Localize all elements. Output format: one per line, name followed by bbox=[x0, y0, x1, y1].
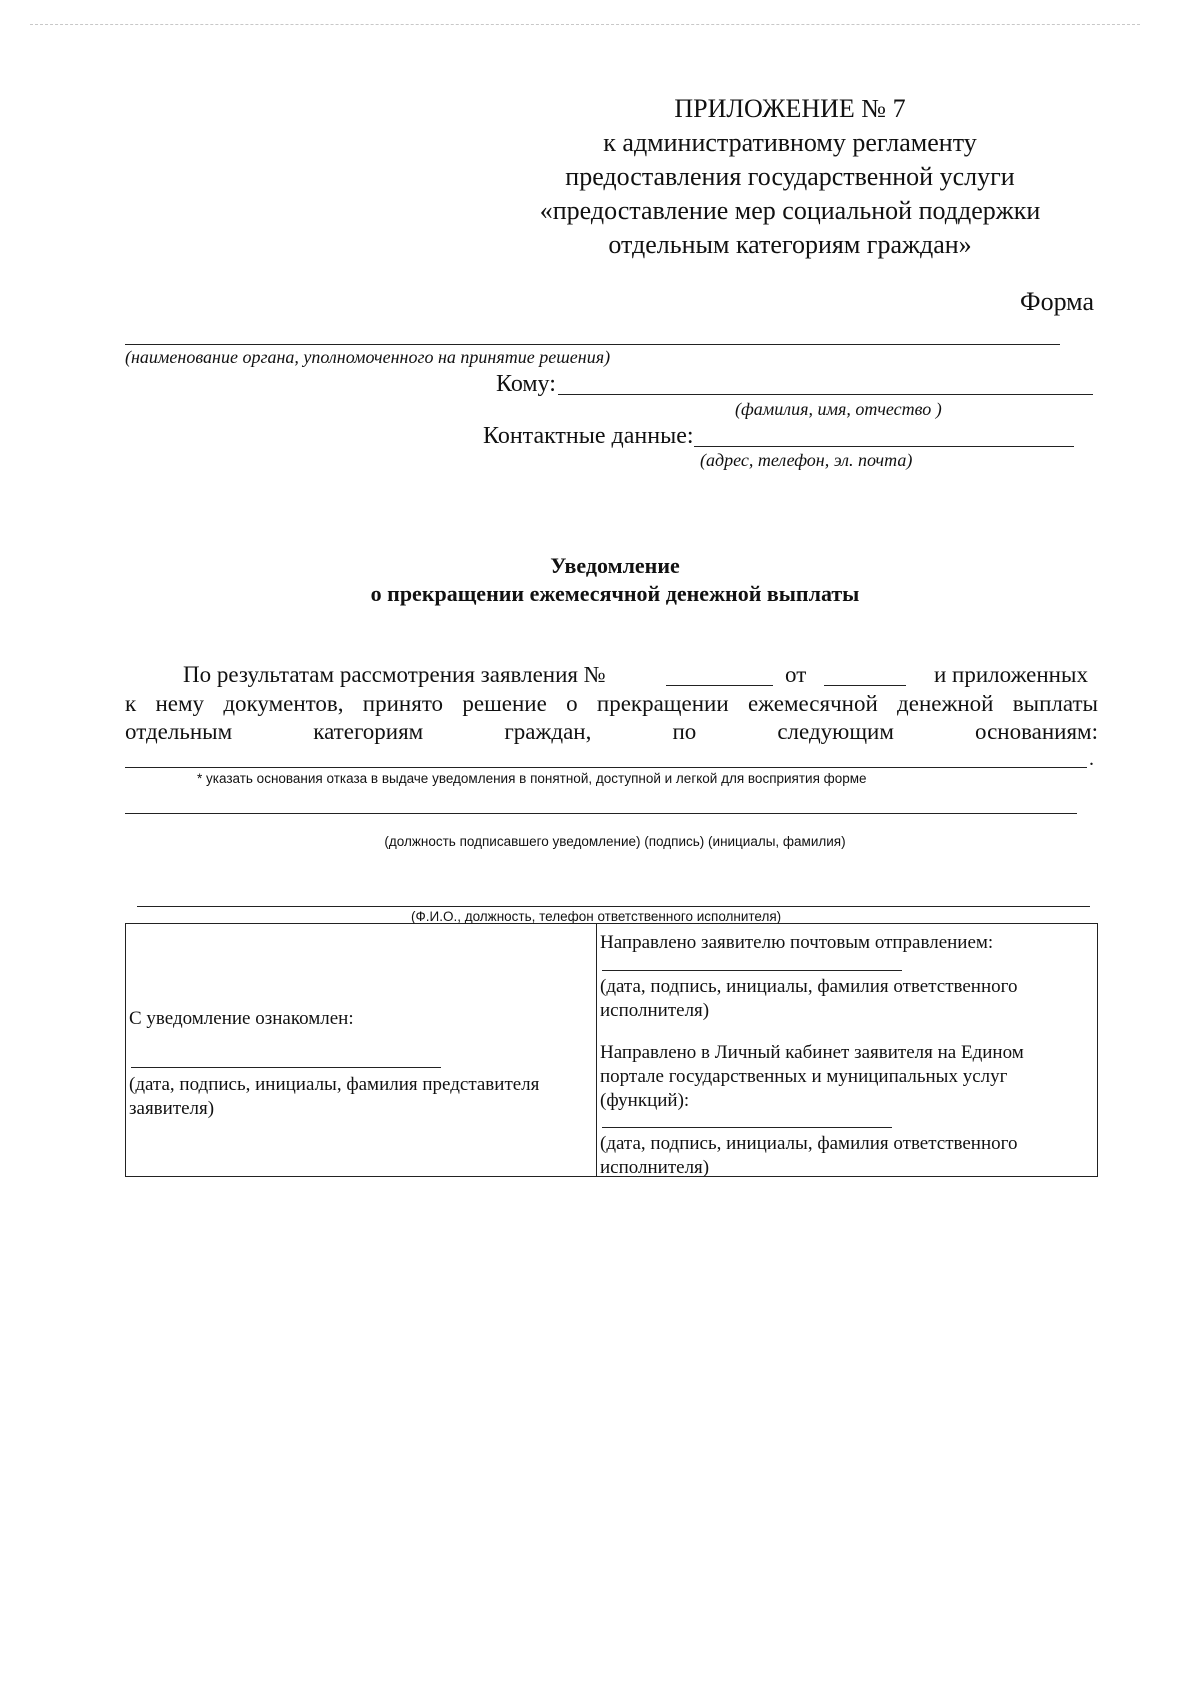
mail-signature-line[interactable] bbox=[602, 970, 902, 971]
para-intro: По результатам рассмотрения заявления № bbox=[183, 662, 606, 687]
executor-line[interactable] bbox=[137, 906, 1090, 907]
form-label: Форма bbox=[1020, 287, 1094, 316]
para-from: от bbox=[785, 662, 807, 687]
notice-subtitle: о прекращении ежемесячной денежной выплаты bbox=[370, 581, 860, 606]
application-number-line[interactable] bbox=[666, 685, 773, 686]
para-line-3: отдельным категориям граждан, по следующим основаниям: bbox=[125, 719, 1098, 744]
para-line-2: к нему документов, принято решение о прекращении ежемесячной денежной выплаты bbox=[125, 691, 1098, 716]
application-date-line[interactable] bbox=[824, 685, 906, 686]
contact-label: Контактные данные: bbox=[483, 423, 694, 449]
to-field-hint: (фамилия, имя, отчество ) bbox=[735, 399, 942, 419]
scan-edge-artifact bbox=[30, 24, 1140, 25]
annex-line-3: «предоставление мер социальной поддержки bbox=[539, 196, 1041, 225]
annex-header bbox=[500, 92, 1080, 262]
to-label: Кому: bbox=[496, 371, 556, 397]
notice-title: Уведомление bbox=[550, 553, 680, 578]
ack-signature-hint: (дата, подпись, инициалы, фамилия представителя заявителя) bbox=[129, 1074, 540, 1119]
ack-label: С уведомление ознакомлен: bbox=[129, 1008, 354, 1029]
annex-line-2: предоставления государственной услуги bbox=[565, 162, 1015, 191]
annex-title: ПРИЛОЖЕНИЕ № 7 bbox=[674, 94, 906, 123]
portal-label: Направлено в Личный кабинет заявителя на Едином портале государственных и муниципальных услуг (функций): bbox=[600, 1042, 1024, 1111]
org-name-line[interactable] bbox=[125, 344, 1060, 345]
executor-hint: (Ф.И.О., должность, телефон ответственного исполнителя) bbox=[411, 909, 782, 924]
reasons-dot: . bbox=[1089, 748, 1094, 770]
mail-signature-hint: (дата, подпись, инициалы, фамилия ответственного исполнителя) bbox=[600, 976, 1018, 1021]
to-field-line[interactable] bbox=[558, 394, 1093, 395]
delivery-table bbox=[125, 923, 1098, 1177]
mail-label: Направлено заявителю почтовым отправлением: bbox=[600, 932, 994, 953]
portal-signature-hint: (дата, подпись, инициалы, фамилия ответственного исполнителя) bbox=[600, 1133, 1018, 1178]
contact-field-line[interactable] bbox=[694, 446, 1074, 447]
para-attached: и приложенных bbox=[934, 662, 1088, 687]
org-name-hint: (наименование органа, уполномоченного на принятие решения) bbox=[125, 347, 611, 367]
signature-hint: (должность подписавшего уведомление) (подпись) (инициалы, фамилия) bbox=[384, 834, 846, 849]
table-column-divider bbox=[596, 924, 597, 1176]
reasons-line[interactable] bbox=[125, 767, 1087, 768]
signature-line[interactable] bbox=[125, 813, 1077, 814]
footnote: * указать основания отказа в выдаче уведомления в понятной, доступной и легкой для восприятия форме bbox=[197, 771, 867, 786]
contact-field-hint: (адрес, телефон, эл. почта) bbox=[700, 450, 913, 470]
ack-signature-line[interactable] bbox=[131, 1067, 441, 1068]
annex-line-4: отдельным категориям граждан» bbox=[608, 230, 972, 259]
portal-signature-line[interactable] bbox=[602, 1127, 892, 1128]
annex-line-1: к административному регламенту bbox=[603, 128, 977, 157]
